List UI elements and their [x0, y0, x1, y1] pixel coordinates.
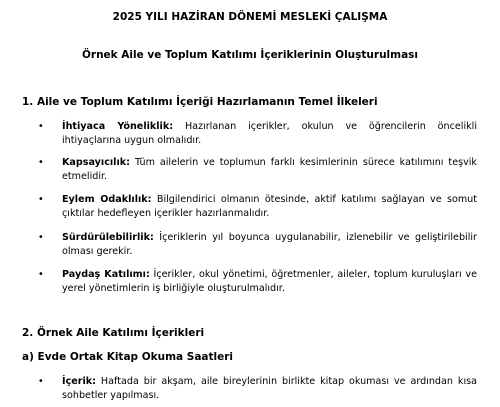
section-heading-principles: 1. Aile ve Toplum Katılımı İçeriği Hazırlamanın Temel İlkeleri — [22, 96, 378, 108]
item-text: Bilgilendirici olmanın ötesinde, aktif katılımı sağlayan ve somut çıktılar hedefleyen içerikler hazırlanmalıdır. — [62, 194, 478, 219]
bullet-icon: • — [38, 269, 44, 280]
item-term: Sürdürülebilirlik: — [62, 232, 154, 243]
item-text: İçeriklerin yıl boyunca uygulanabilir, izlenebilir ve geliştirilebilir olması gerekir. — [62, 232, 477, 257]
bullet-icon: • — [38, 157, 44, 168]
item-term: İçerik: — [62, 376, 96, 387]
document-subtitle: Örnek Aile ve Toplum Katılımı İçeriklerinin Oluşturulması — [81, 49, 419, 61]
item-text: Tüm ailelerin ve toplumun farklı kesimlerinin sürece katılımını teşvik etmelidir. — [62, 157, 477, 182]
list-item — [38, 268, 477, 295]
list-item — [38, 231, 477, 258]
section-heading-family-participation: 2. Örnek Aile Katılımı İçerikleri — [22, 327, 205, 339]
bullet-icon: • — [38, 194, 44, 205]
bullet-icon: • — [38, 376, 44, 387]
subsection-heading-reading-hours: a) Evde Ortak Kitap Okuma Saatleri — [22, 351, 234, 363]
item-term: Kapsayıcılık: — [62, 157, 130, 168]
item-text: Hazırlanan içerikler, okulun ve öğrencilerin öncelikli ihtiyaçlarına uygun olmalıdır. — [62, 121, 478, 146]
bullet-icon: • — [38, 232, 44, 243]
item-text: İçerikler, okul yönetimi, öğretmenler, aileler, toplum kuruluşları ve yerel yönetimlerin iş birliğiyle oluşturulmalıdır. — [62, 269, 477, 294]
item-term: İhtiyaca Yöneliklik: — [62, 121, 174, 132]
item-term: Paydaş Katılımı: — [62, 269, 150, 280]
list-item — [38, 120, 478, 147]
list-item — [38, 193, 478, 220]
bullet-icon: • — [38, 121, 44, 132]
list-item — [38, 156, 477, 183]
document-title: 2025 YILI HAZİRAN DÖNEMİ MESLEKİ ÇALIŞMA — [112, 11, 388, 23]
list-item — [38, 375, 477, 402]
item-text: Haftada bir akşam, aile bireylerinin birlikte kitap okuması ve ardından kısa sohbetler yapılması. — [62, 376, 477, 401]
item-term: Eylem Odaklılık: — [62, 194, 152, 205]
